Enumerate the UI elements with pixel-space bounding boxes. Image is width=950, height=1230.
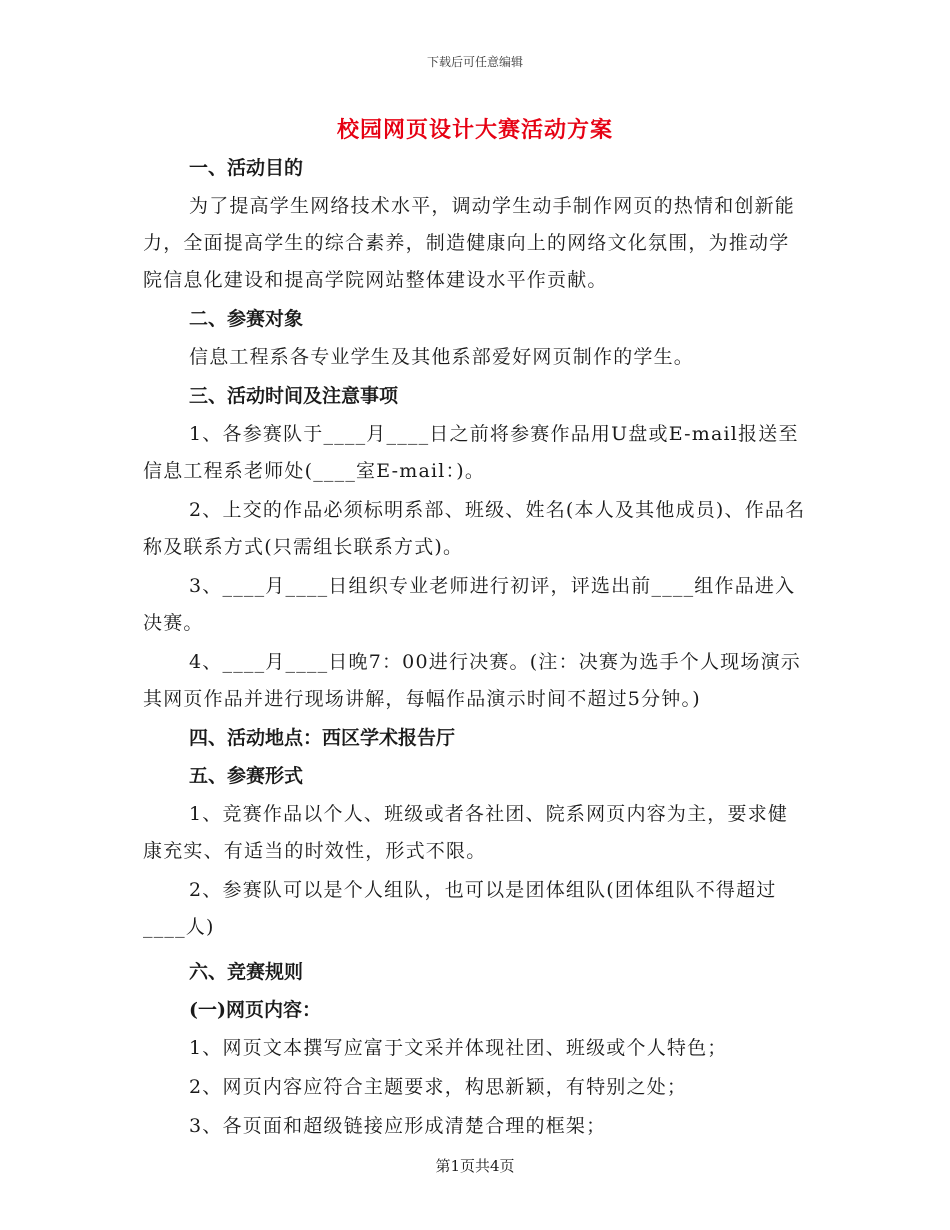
paragraph-rules-1: 1、网页文本撰写应富于文采并体现社团、班级或个人特色； bbox=[189, 1037, 728, 1059]
section-heading-format: 五、参赛形式 bbox=[189, 765, 304, 787]
section-heading-purpose: 一、活动目的 bbox=[189, 157, 304, 179]
paragraph-schedule-4: 4、____月____日晚7：00进行决赛。(注：决赛为选手个人现场演示其网页作品并进行现场讲解，每幅作品演示时间不超过5分钟。) bbox=[143, 651, 801, 710]
paragraph-purpose: 为了提高学生网络技术水平，调动学生动手制作网页的热情和创新能力，全面提高学生的综合素养，制造健康向上的网络文化氛围，为推动学院信息化建设和提高学院网站整体建设水平作贡献。 bbox=[143, 195, 796, 291]
header-note: 下载后可任意编辑 bbox=[426, 55, 523, 69]
paragraph-schedule-3: 3、____月____日组织专业老师进行初评，评选出前____组作品进入决赛。 bbox=[143, 575, 796, 634]
paragraph-rules-3: 3、各页面和超级链接应形成清楚合理的框架； bbox=[189, 1115, 607, 1137]
document-title: 校园网页设计大赛活动方案 bbox=[336, 117, 613, 143]
paragraph-schedule-1: 1、各参赛队于____月____日之前将参赛作品用U盘或E-mail报送至信息工程系老师处(____室E-mail：)。 bbox=[143, 423, 799, 482]
section-heading-participants: 二、参赛对象 bbox=[189, 308, 304, 330]
paragraph-format-2: 2、参赛队可以是个人组队，也可以是团体组队(团体组队不得超过____人) bbox=[143, 879, 777, 938]
section-heading-venue: 四、活动地点：西区学术报告厅 bbox=[189, 727, 456, 749]
page-footer: 第1页共4页 bbox=[435, 1157, 515, 1175]
paragraph-schedule-2: 2、上交的作品必须标明系部、班级、姓名(本人及其他成员)、作品名称及联系方式(只需组长联系方式)。 bbox=[143, 499, 806, 558]
subheading-web-content: (一)网页内容： bbox=[189, 999, 321, 1021]
section-heading-schedule: 三、活动时间及注意事项 bbox=[189, 385, 399, 407]
paragraph-format-1: 1、竞赛作品以个人、班级或者各社团、院系网页内容为主，要求健康充实、有适当的时效性，形式不限。 bbox=[143, 803, 789, 862]
paragraph-participants: 信息工程系各专业学生及其他系部爱好网页制作的学生。 bbox=[189, 346, 695, 368]
paragraph-rules-2: 2、网页内容应符合主题要求，构思新颖，有特别之处； bbox=[189, 1076, 688, 1098]
document-body bbox=[143, 150, 807, 1147]
section-heading-rules: 六、竞赛规则 bbox=[189, 961, 304, 983]
section-spacer bbox=[143, 946, 807, 954]
